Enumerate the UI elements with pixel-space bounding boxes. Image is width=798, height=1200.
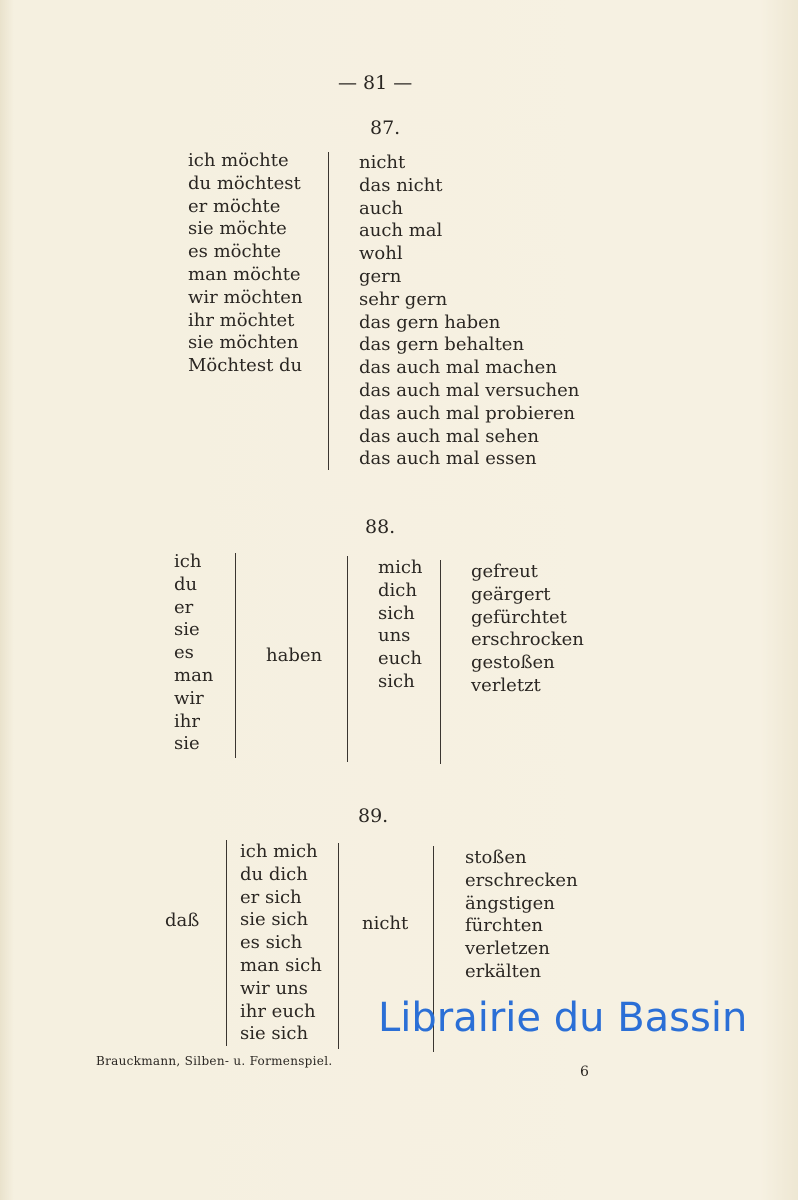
list-item: das auch mal essen [359, 448, 537, 470]
list-item: man [174, 664, 214, 686]
ex88-divider-3 [440, 560, 441, 764]
signature-mark: 6 [580, 1064, 589, 1080]
list-item: ihr [174, 710, 200, 732]
list-item: auch mal [359, 220, 443, 242]
list-item: erschrecken [465, 869, 578, 891]
list-item: wir möchten [188, 286, 303, 308]
list-item: sich [378, 670, 415, 692]
ex89-pronoun-pairs-column [240, 841, 322, 1046]
list-item: du [174, 573, 198, 595]
list-item: er möchte [188, 195, 281, 217]
list-item: sich [378, 602, 415, 624]
list-item: das auch mal versuchen [359, 379, 580, 401]
list-item: das auch mal sehen [359, 425, 539, 447]
list-item: mich [378, 557, 423, 578]
list-item: gern [359, 265, 402, 287]
list-item: das gern behalten [359, 334, 525, 356]
list-item: es möchte [188, 241, 282, 263]
list-item: sie [174, 619, 200, 641]
list-item: Möchtest du [188, 355, 303, 377]
list-item: wir [174, 687, 204, 709]
list-item: erkälten [465, 960, 542, 982]
list-item: verletzen [465, 938, 550, 960]
list-item: du dich [240, 863, 308, 885]
list-item: das nicht [359, 174, 443, 196]
list-item: sehr gern [359, 288, 448, 310]
list-item: ängstigen [465, 892, 555, 914]
list-item: sie [174, 733, 200, 755]
list-item: man möchte [188, 263, 301, 285]
exercise-88-number: 88. [365, 516, 396, 538]
list-item: ihr möchtet [188, 309, 295, 331]
ex87-divider [328, 152, 329, 470]
ex88-participle-column [471, 561, 584, 698]
list-item: es [174, 642, 194, 664]
list-item: stoßen [465, 847, 527, 868]
ex89-divider-2 [338, 843, 339, 1049]
list-item: gestoßen [471, 652, 555, 674]
ex89-divider-1 [226, 840, 227, 1046]
list-item: sie sich [240, 1023, 309, 1045]
list-item: sie möchte [188, 218, 287, 240]
list-item: ihr euch [240, 1000, 316, 1022]
ex89-verb-column [465, 847, 578, 984]
ex88-reflexive-column [378, 557, 423, 694]
ex88-divider-2 [347, 556, 348, 762]
list-item: du möchtest [188, 172, 301, 194]
list-item: das auch mal machen [359, 357, 557, 379]
list-item: das auch mal probieren [359, 402, 575, 424]
list-item: fürchten [465, 915, 544, 937]
ex89-negation: nicht [362, 913, 409, 934]
list-item: das gern haben [359, 311, 501, 333]
ex87-complement-column [359, 152, 579, 471]
list-item: gefreut [471, 561, 538, 582]
list-item: uns [378, 625, 411, 647]
list-item: sie möchten [188, 332, 299, 354]
watermark: Librairie du Bassin [378, 995, 748, 1041]
exercise-87-number: 87. [370, 117, 401, 139]
list-item: es sich [240, 932, 303, 954]
ex88-divider-1 [235, 553, 236, 758]
list-item: dich [378, 579, 417, 601]
list-item: auch [359, 197, 403, 219]
footer-credit: Brauckmann, Silben- u. Formenspiel. [96, 1054, 333, 1068]
ex89-conjunction: daß [165, 910, 200, 931]
list-item: erschrocken [471, 629, 584, 651]
list-item: gefürchtet [471, 606, 567, 628]
list-item: ich möchte [188, 150, 289, 171]
list-item: er sich [240, 886, 302, 908]
page-number: — 81 — [338, 72, 413, 94]
list-item: geärgert [471, 583, 551, 605]
ex88-verb: haben [266, 645, 323, 666]
ex88-pronoun-column [174, 551, 213, 756]
exercise-89-number: 89. [358, 805, 389, 827]
list-item: wohl [359, 243, 403, 265]
list-item: nicht [359, 152, 406, 173]
list-item: sie sich [240, 909, 309, 931]
ex87-pronoun-column [188, 150, 303, 378]
list-item: verletzt [471, 674, 541, 696]
list-item: er [174, 596, 194, 618]
list-item: euch [378, 648, 422, 670]
list-item: man sich [240, 954, 322, 976]
list-item: ich mich [240, 841, 318, 862]
list-item: wir uns [240, 977, 308, 999]
list-item: ich [174, 551, 202, 572]
